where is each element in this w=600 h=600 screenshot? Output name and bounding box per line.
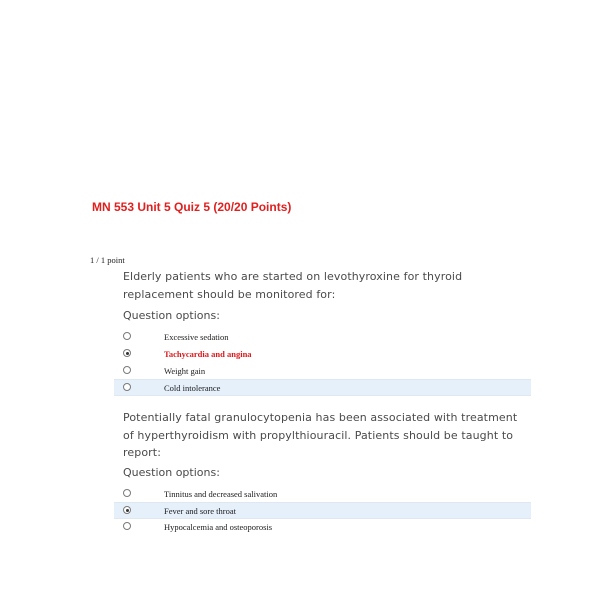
question-1-option-1[interactable] [114,329,531,346]
points-score: 1 / 1 point [90,255,125,265]
question-1: Elderly patients who are started on levothyroxine for thyroid replacement should be monitored for: [123,270,463,301]
option-label: Cold intolerance [164,383,221,393]
option-label: Excessive sedation [164,332,229,342]
radio-empty-icon[interactable] [123,366,131,374]
question-1-options-label: Question options: [123,309,220,322]
option-label: Weight gain [164,366,206,376]
option-label: Tinnitus and decreased salivation [164,489,278,499]
question-2-option-3[interactable] [114,519,531,536]
radio-filled-icon[interactable] [123,349,131,357]
radio-empty-icon[interactable] [123,332,131,340]
document-title: MN 553 Unit 5 Quiz 5 (20/20 Points) [92,200,292,214]
question-2-options-label: Question options: [123,466,220,479]
question-2: Potentially fatal granulocytopenia has been associated with treatment of hyperthyroidism with propylthiouracil. Patients should be taught to report: [123,411,518,459]
radio-empty-icon[interactable] [123,522,131,530]
question-2-option-1[interactable] [114,486,531,503]
question-2-option-2[interactable] [114,502,531,519]
radio-filled-icon[interactable] [123,506,131,514]
option-label: Hypocalcemia and osteoporosis [164,522,273,532]
question-1-option-2[interactable] [114,346,531,363]
radio-empty-icon[interactable] [123,489,131,497]
option-label-correct: Tachycardia and angina [164,349,252,359]
question-1-option-4[interactable] [114,379,531,396]
option-label: Fever and sore throat [164,506,236,516]
radio-empty-icon[interactable] [123,383,131,391]
question-1-option-3[interactable] [114,363,531,380]
